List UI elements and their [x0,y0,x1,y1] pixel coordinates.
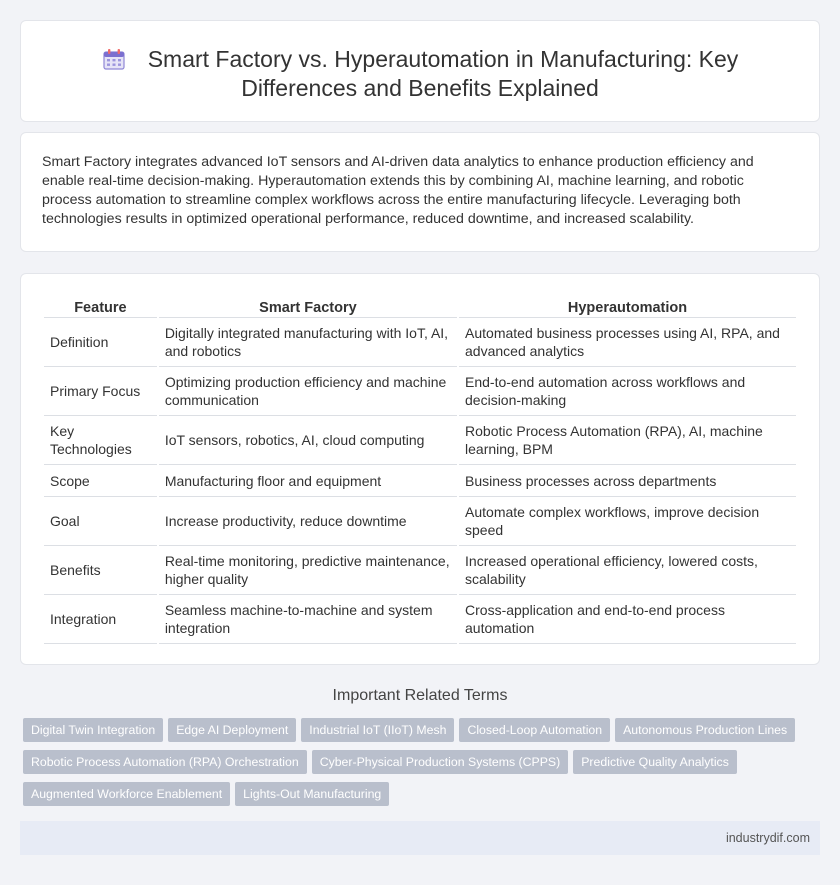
row-hyperautomation: End-to-end automation across workflows and decision-making [459,367,796,416]
title-line-2: Differences and Benefits Explained [241,75,599,101]
table-row [44,367,796,416]
table-row [44,497,796,546]
related-term-tag[interactable]: Digital Twin Integration [23,718,163,742]
row-smart-factory: IoT sensors, robotics, AI, cloud computing [159,416,457,465]
table-row [44,595,796,644]
row-smart-factory: Optimizing production efficiency and machine communication [159,367,457,416]
row-feature: Goal [44,497,157,546]
table-row [44,416,796,465]
related-terms-heading: Important Related Terms [332,687,508,704]
related-term-tag[interactable]: Closed-Loop Automation [459,718,610,742]
related-terms-list [23,718,813,814]
intro-card [20,132,820,252]
row-smart-factory: Increase productivity, reduce downtime [159,497,457,546]
row-hyperautomation: Automated business processes using AI, RPA, and advanced analytics [459,318,796,367]
table-row [44,318,796,367]
header-hyperautomation: Hyperautomation [459,292,796,318]
header-smart-factory: Smart Factory [159,292,457,318]
row-hyperautomation: Increased operational efficiency, lowered costs, scalability [459,546,796,595]
row-feature: Definition [44,318,157,367]
footer [20,821,820,855]
row-hyperautomation: Automate complex workflows, improve decision speed [459,497,796,546]
table-row [44,546,796,595]
row-hyperautomation: Robotic Process Automation (RPA), AI, machine learning, BPM [459,416,796,465]
table-header-row [44,292,796,318]
row-hyperautomation: Business processes across departments [459,465,796,497]
row-feature: Primary Focus [44,367,157,416]
row-smart-factory: Seamless machine-to-machine and system integration [159,595,457,644]
related-term-tag[interactable]: Augmented Workforce Enablement [23,782,230,806]
related-term-tag[interactable]: Industrial IoT (IIoT) Mesh [301,718,454,742]
row-feature: Benefits [44,546,157,595]
table-row [44,465,796,497]
intro-paragraph: Smart Factory integrates advanced IoT sensors and AI-driven data analytics to enhance production efficiency and enable real-time decision-making. Hyperautomation extends this by combining AI, machine learning, and robotic process automation to streamline complex workflows across the entire manufacturing lifecycle. Leveraging both technologies results in optimized operational performance, reduced downtime, and increased scalability. [42,154,754,227]
footer-site-link[interactable]: industrydif.com [725,831,810,845]
row-feature: Scope [44,465,157,497]
row-smart-factory: Real-time monitoring, predictive maintenance, higher quality [159,546,457,595]
calendar-icon [102,48,126,70]
related-term-tag[interactable]: Edge AI Deployment [168,718,296,742]
title-line-1: Smart Factory vs. Hyperautomation in Manufacturing: Key [147,46,739,72]
row-smart-factory: Digitally integrated manufacturing with IoT, AI, and robotics [159,318,457,367]
related-term-tag[interactable]: Predictive Quality Analytics [573,750,737,774]
row-hyperautomation: Cross-application and end-to-end process automation [459,595,796,644]
row-feature: Integration [44,595,157,644]
page-title [21,45,819,103]
related-term-tag[interactable]: Cyber-Physical Production Systems (CPPS) [312,750,569,774]
comparison-card [20,273,820,665]
header-feature: Feature [44,292,157,318]
row-feature: Key Technologies [44,416,157,465]
row-smart-factory: Manufacturing floor and equipment [159,465,457,497]
related-term-tag[interactable]: Autonomous Production Lines [615,718,795,742]
related-term-tag[interactable]: Lights-Out Manufacturing [235,782,389,806]
related-term-tag[interactable]: Robotic Process Automation (RPA) Orchestration [23,750,307,774]
comparison-table [42,292,798,644]
title-card [20,20,820,122]
